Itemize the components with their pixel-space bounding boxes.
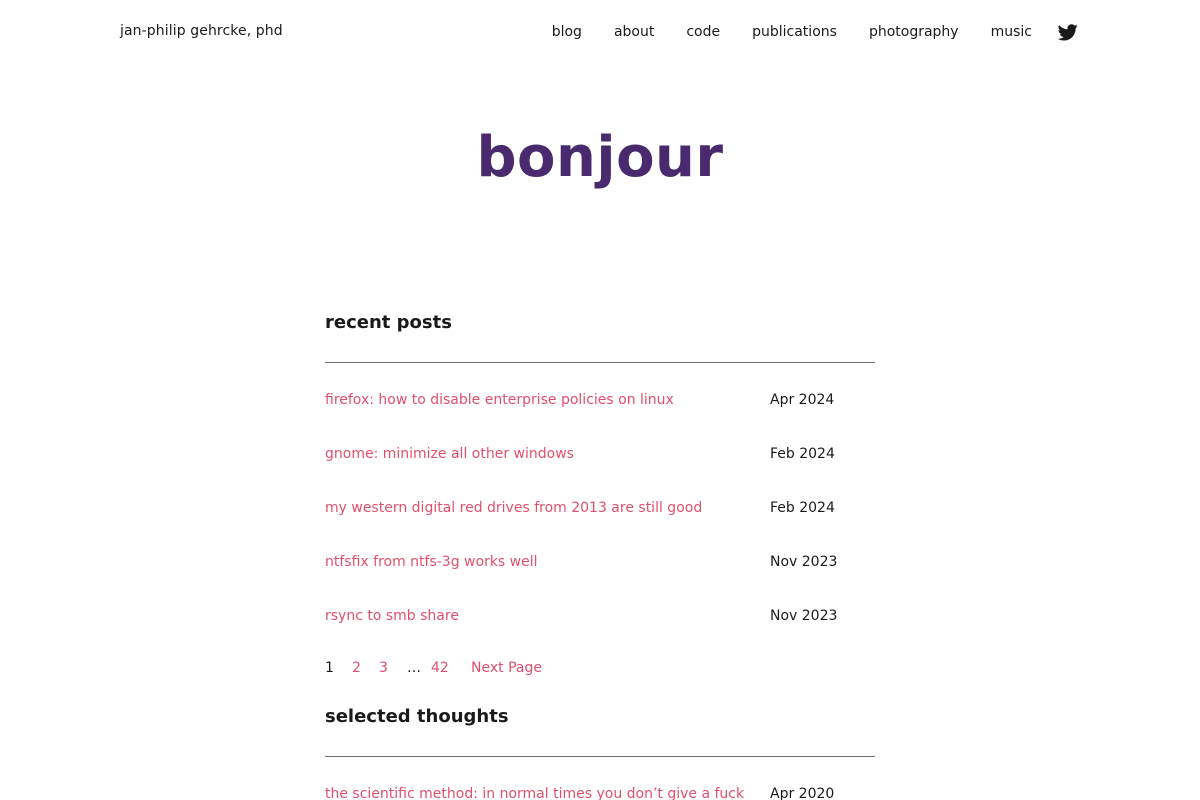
post-date: Nov 2023 — [770, 554, 838, 570]
pagination-page-2[interactable]: 2 — [352, 660, 361, 676]
site-title-link[interactable]: jan-philip gehrcke, phd — [120, 23, 283, 39]
hero-title: bonjour — [476, 125, 724, 190]
post-date: Feb 2024 — [770, 500, 835, 516]
twitter-icon[interactable] — [1058, 21, 1078, 43]
pagination-last-page[interactable]: 42 — [431, 660, 449, 676]
list-item — [325, 498, 875, 552]
post-link[interactable]: my western digital red drives from 2013 are still good — [325, 500, 703, 516]
list-item — [325, 444, 875, 498]
list-item — [325, 390, 875, 444]
post-date: Apr 2024 — [770, 392, 835, 408]
recent-posts-title: recent posts — [325, 312, 452, 333]
post-link[interactable]: the scientific method: in normal times you don’t give a fuck — [325, 786, 745, 800]
post-date: Nov 2023 — [770, 608, 838, 624]
pagination-ellipsis: … — [407, 660, 421, 676]
list-item — [325, 784, 875, 800]
nav-code[interactable]: code — [686, 24, 721, 40]
pagination-page-3[interactable]: 3 — [379, 660, 388, 676]
list-item — [325, 606, 875, 660]
nav-about[interactable]: about — [613, 24, 655, 40]
nav-publications[interactable]: publications — [752, 24, 837, 40]
pagination — [325, 658, 542, 678]
post-date: Apr 2020 — [770, 786, 835, 800]
nav-photography[interactable]: photography — [868, 24, 959, 40]
list-item — [325, 552, 875, 606]
post-link[interactable]: gnome: minimize all other windows — [325, 446, 574, 462]
selected-thoughts-section — [325, 705, 875, 800]
pagination-current-page: 1 — [325, 660, 334, 676]
selected-thoughts-list — [325, 784, 875, 800]
post-link[interactable]: firefox: how to disable enterprise policies on linux — [325, 392, 674, 408]
main-nav — [552, 21, 1078, 43]
post-date: Feb 2024 — [770, 446, 835, 462]
nav-music[interactable]: music — [990, 24, 1032, 40]
selected-thoughts-title: selected thoughts — [325, 706, 509, 727]
twitter-icon-glyph — [1058, 24, 1078, 41]
site-header — [0, 0, 1200, 64]
post-link[interactable]: ntfsfix from ntfs-3g works well — [325, 554, 538, 570]
post-link[interactable]: rsync to smb share — [325, 608, 459, 624]
recent-posts-list — [325, 390, 875, 660]
nav-blog[interactable]: blog — [551, 24, 582, 40]
section-divider — [325, 362, 875, 363]
recent-posts-section — [325, 311, 875, 660]
section-divider — [325, 756, 875, 757]
pagination-next-button[interactable]: Next Page — [471, 660, 542, 676]
